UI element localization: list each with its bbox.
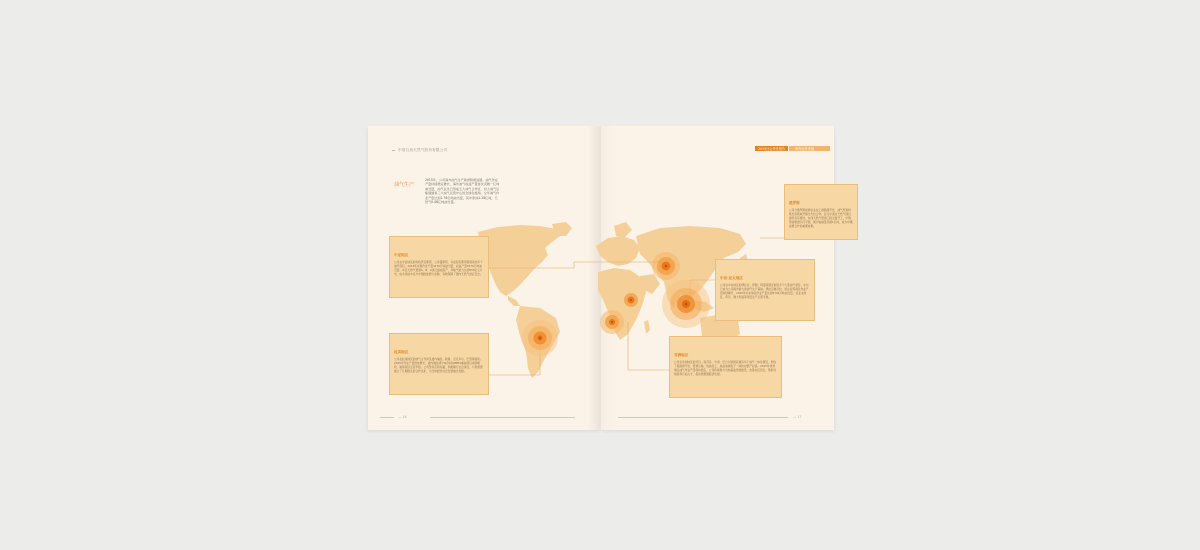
- info-box-title: 拉美地区: [394, 350, 409, 354]
- info-box-title: 中亚地区: [394, 253, 409, 257]
- info-box-body: 公司在非洲地区的苏丹、南苏丹、乍得、尼日尔等国家拥有多个油气一体化项目，形成了集勘探开发、管道运输、炼油化工、成品油销售于一体的完整产业链。2015年非洲地区油气作业产量保持稳定，公司积极参与当地基础设施建设，改善社区民生，帮助当地培养石油人才，促进资源国经济发展。: [674, 360, 777, 376]
- info-box-body: 公司在拉美地区的油气合作涉及委内瑞拉、秘鲁、厄瓜多尔、巴西等国家。2015年作业产量稳步增长，委内瑞拉胡宁4区块和MPE3重油项目进展顺利，秘鲁项目运营平稳。公司坚持互利共赢，积极履行社会责任，与资源国建立了长期稳定的合作关系，为当地经济社会发展做出贡献。: [394, 357, 483, 373]
- hotspot-west-africa: [600, 310, 624, 334]
- footer-rule-right-long: [618, 417, 788, 418]
- info-box-title: 俄罗斯: [789, 201, 800, 205]
- hotspot-south-asia: [662, 280, 710, 328]
- info-box-africa: [669, 336, 782, 398]
- land-madagascar: [644, 320, 650, 334]
- footer-rule-left-long: [430, 417, 575, 418]
- footer-rule-left: [380, 417, 394, 418]
- info-box-body: 公司在中亚地区拥有哈萨克斯坦、土库曼斯坦、乌兹别克斯坦等国家的多个油气项目，2015年实现作业产量4170万吨油当量，权益产量2270万吨油当量。中亚天然气管道A、B、C线已建成投产，年输气能力达到550亿立方米，成为连接中亚与中国的能源大动脉，有效保障了国内天然气供应安全。: [394, 260, 483, 276]
- land-north-america: [478, 225, 560, 296]
- info-box-russia: [784, 184, 858, 240]
- info-box-title: 中东·亚太地区: [720, 276, 743, 280]
- running-head: 中国石油天然气股份有限公司: [398, 148, 448, 152]
- land-central-america: [508, 296, 520, 306]
- land-europe: [596, 236, 640, 266]
- tab-section-label: 海外业务发展: [795, 147, 815, 152]
- intro-paragraph: 2015年，公司海外油气生产取得积极进展。油气作业产量持续稳定增长，海外油气权益产量首次突破一亿吨油当量，油气业务已形成五大油气合作区、四大油气运输通道和三大油气运营中心的全球化格局。全年油气作业产量达到1.76亿吨油当量，其中原油1.28亿吨，天然气0.48亿吨油当量。: [425, 178, 500, 205]
- hotspot-central-asia: [652, 252, 680, 280]
- info-box-latin-america: [389, 333, 489, 395]
- info-box-body: 公司在中东地区的伊拉克、伊朗、阿曼等国家拥有多个大型油气项目，中东已成为公司海外最大的油气生产基地。伊拉克鲁迈拉、哈法亚等项目作业产量持续攀升，2015年中东地区作业产量达到5700万吨油当量，在亚太地区，印尼、澳大利亚等项目生产运营平稳。: [720, 283, 809, 299]
- info-box-central-asia: [389, 236, 489, 298]
- land-scandinavia: [614, 222, 632, 238]
- page-number-right: — 17: [793, 415, 802, 419]
- tab-report-label: 2015社会责任报告: [758, 147, 786, 152]
- section-title: 油气生产: [394, 182, 415, 188]
- info-box-title: 非洲地区: [674, 353, 689, 357]
- hotspot-middle-east: [624, 293, 638, 307]
- page-number-left: — 16: [398, 415, 407, 419]
- hotspot-south-america: [522, 320, 558, 356]
- info-box-middle-east: [715, 259, 815, 321]
- info-box-body: 公司与俄罗斯能源企业在上游勘探开发、油气贸易和炼化等领域开展全方位合作。亚马尔液化天然气项目建设有序推进，东线天然气管道工程全面开工，中俄原油管道运行平稳，累计输油量突破1亿吨，成为中俄能源合作的重要成果。: [789, 208, 853, 228]
